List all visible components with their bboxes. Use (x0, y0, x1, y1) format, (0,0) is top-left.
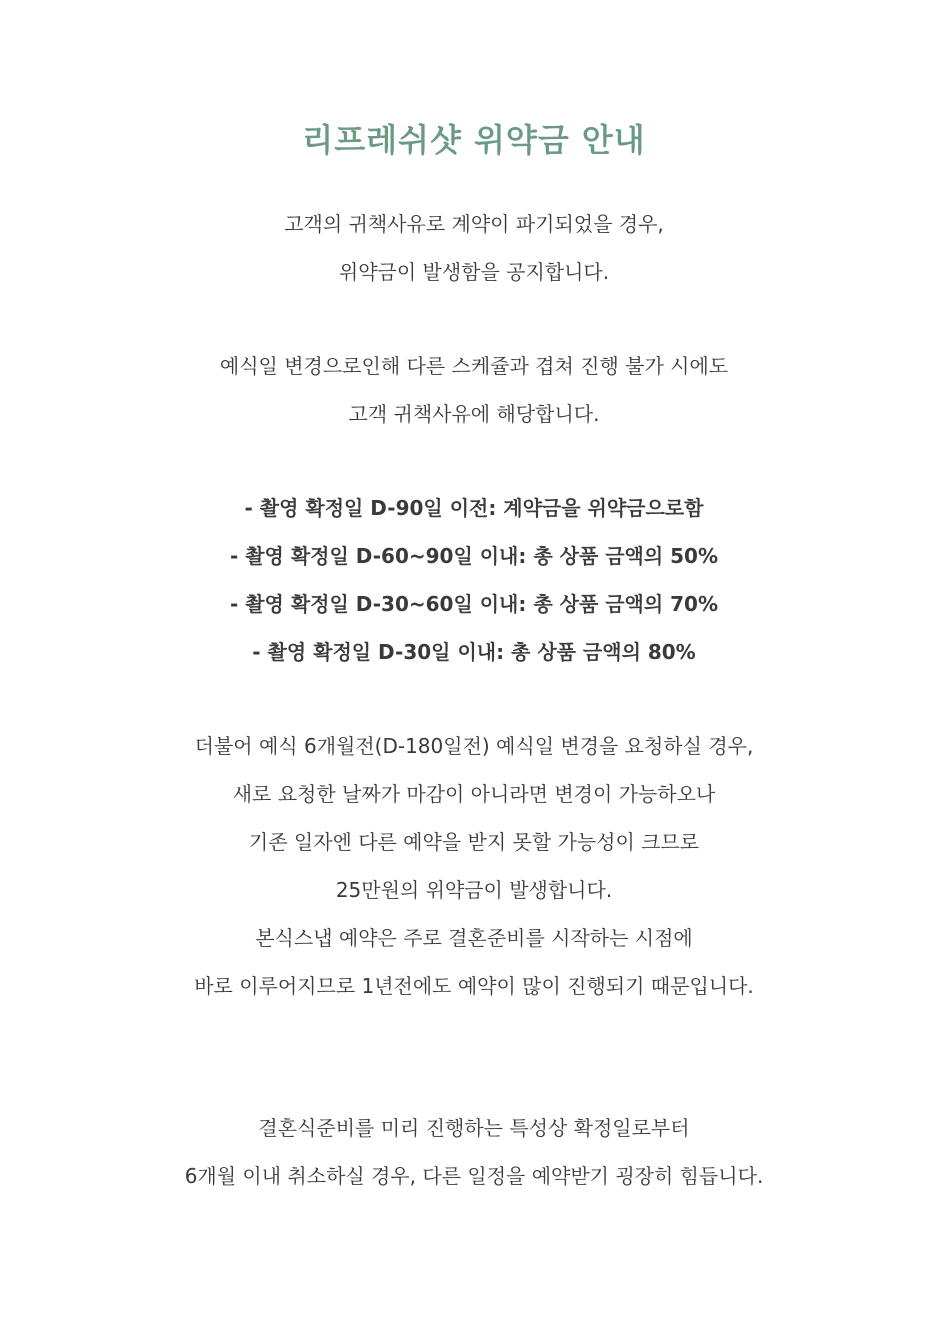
text-line: 고객 귀책사유에 해당합니다. (348, 402, 600, 426)
page-title: 리프레쉬샷 위약금 안내 (302, 121, 646, 159)
text-line: 위약금이 발생함을 공지합니다. (338, 260, 610, 284)
list-item: - 촬영 확정일 D-30~60일 이내: 총 상품 금액의 70% (229, 592, 719, 616)
text-line: 고객의 귀책사유로 계약이 파기되었을 경우, (284, 212, 664, 236)
text-line: 바로 이루어지므로 1년전에도 예약이 많이 진행되기 때문입니다. (194, 974, 754, 998)
list-item: - 촬영 확정일 D-60~90일 이내: 총 상품 금액의 50% (229, 544, 719, 568)
text-line: 결혼식준비를 미리 진행하는 특성상 확정일로부터 (258, 1116, 690, 1140)
text-line: 25만원의 위약금이 발생합니다. (335, 878, 613, 902)
paragraph-date-change (0, 342, 948, 438)
list-item: - 촬영 확정일 D-30일 이내: 총 상품 금액의 80% (252, 640, 696, 664)
paragraph-six-month-change (0, 722, 948, 1010)
penalty-schedule-list (0, 484, 948, 676)
text-line: 더불어 예식 6개월전(D-180일전) 예식일 변경을 요청하실 경우, (194, 734, 754, 758)
paragraph-fault-notice (0, 200, 948, 296)
text-line: 본식스냅 예약은 주로 결혼준비를 시작하는 시점에 (255, 926, 693, 950)
text-line: 예식일 변경으로인해 다른 스케쥴과 겹쳐 진행 불가 시에도 (219, 354, 729, 378)
text-line: 새로 요청한 날짜가 마감이 아니라면 변경이 가능하오나 (232, 782, 716, 806)
paragraph-cancellation (0, 1104, 948, 1200)
text-line: 기존 일자엔 다른 예약을 받지 못할 가능성이 크므로 (248, 830, 700, 854)
text-line: 6개월 이내 취소하실 경우, 다른 일정을 예약받기 굉장히 힘듭니다. (184, 1164, 764, 1188)
list-item: - 촬영 확정일 D-90일 이전: 계약금을 위약금으로함 (244, 496, 704, 520)
